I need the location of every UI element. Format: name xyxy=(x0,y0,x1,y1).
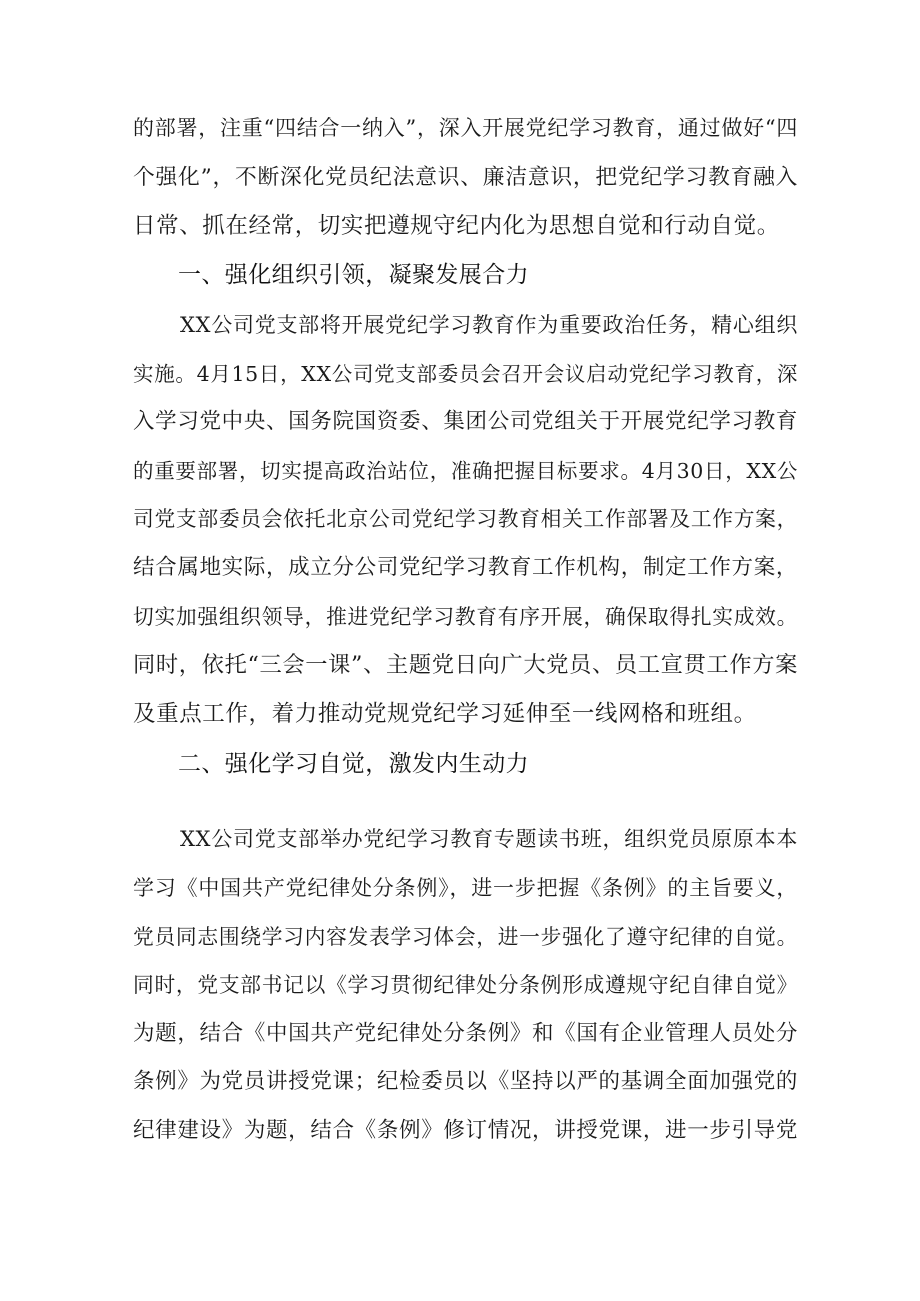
section-1-line-9: 及重点工作，着力推动党规党纪学习延伸至一线网格和班组。 xyxy=(133,701,757,727)
section-2-line-4: 同时，党支部书记以《学习贯彻纪律处分条例形成遵规守纪自律自觉》 xyxy=(133,973,798,997)
intro-line-3: 日常、抓在经常，切实把遵规守纪内化为思想自觉和行动自觉。 xyxy=(133,213,780,239)
section-2-line-2: 学习《中国共产党纪律处分条例》，进一步把握《条例》的主旨要义， xyxy=(133,876,798,900)
section-2-line-6: 条例》为党员讲授党课；纪检委员以《坚持以严的基调全面加强党的 xyxy=(133,1069,798,1094)
section-1-line-2: 实施。4月15日，XX公司党支部委员会召开会议启动党纪学习教育，深 xyxy=(133,362,798,386)
section-1-line-5: 司党支部委员会依托北京公司党纪学习教育相关工作部署及工作方案， xyxy=(133,507,798,531)
section-2-line-3: 党员同志围绕学习内容发表学习体会，进一步强化了遵守纪律的自觉。 xyxy=(133,925,798,949)
section-2-line-7: 纪律建设》为题，结合《条例》修订情况，讲授党课，进一步引导党 xyxy=(133,1118,798,1143)
section-2-line-5: 为题，结合《中国共产党纪律处分条例》和《国有企业管理人员处分 xyxy=(133,1021,798,1046)
intro-line-2: 个强化”，不断深化党员纪法意识、廉洁意识，把党纪学习教育融入 xyxy=(133,165,798,190)
section-1-heading: 一、强化组织引领，凝聚发展合力 xyxy=(178,262,529,288)
section-2-line-1: XX公司党支部举办党纪学习教育专题读书班，组织党员原原本本 xyxy=(180,827,798,851)
section-1-line-7: 切实加强组织领导，推进党纪学习教育有序开展，确保取得扎实成效。 xyxy=(133,605,798,629)
section-1-line-8: 同时，依托“三会一课”、主题党日向广大党员、员工宣贯工作方案 xyxy=(133,652,798,678)
section-1-line-3: 入学习党中央、国务院国资委、集团公司党组关于开展党纪学习教育 xyxy=(133,409,798,434)
intro-line-1: 的部署，注重“四结合一纳入”，深入开展党纪学习教育，通过做好“四 xyxy=(133,116,798,140)
section-2-heading: 二、强化学习自觉，激发内生动力 xyxy=(178,751,529,777)
section-1-line-6: 结合属地实际，成立分公司党纪学习教育工作机构，制定工作方案， xyxy=(133,555,798,580)
section-1-line-4: 的重要部署，切实提高政治站位，准确把握目标要求。4月30日，XX公 xyxy=(133,459,798,483)
section-1-line-1: XX公司党支部将开展党纪学习教育作为重要政治任务，精心组织 xyxy=(180,313,798,337)
